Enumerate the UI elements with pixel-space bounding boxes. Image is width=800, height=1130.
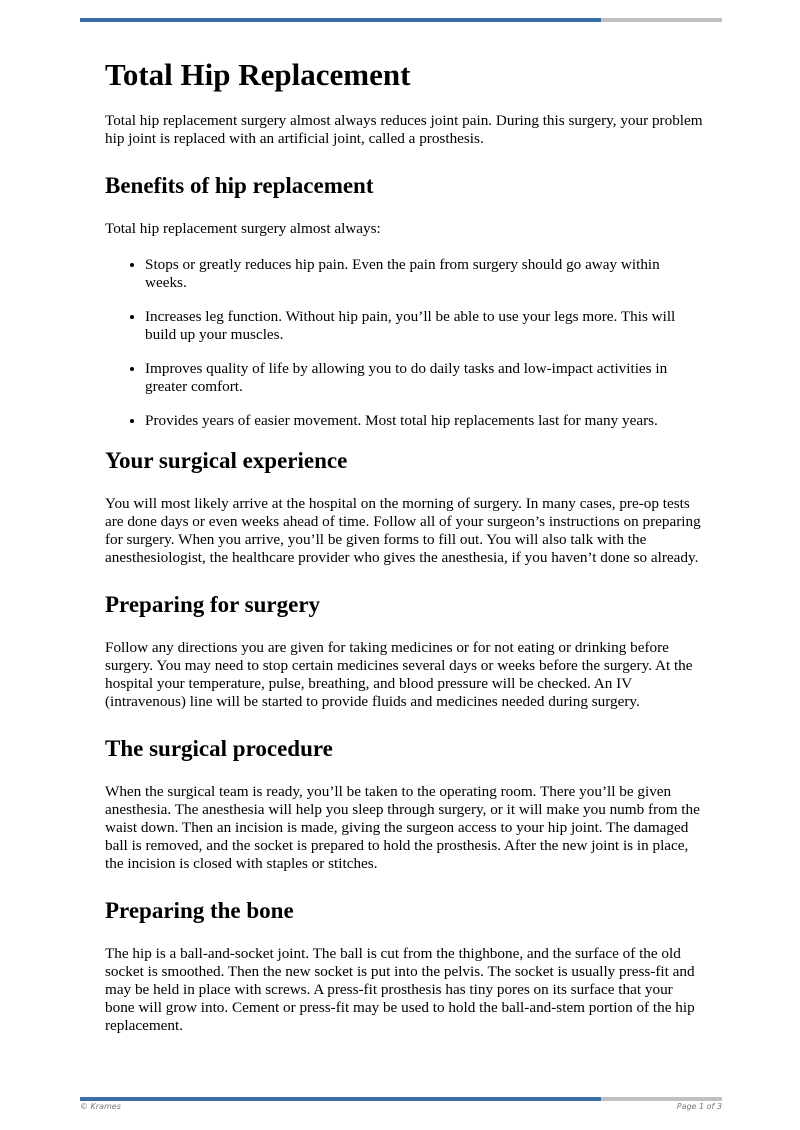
- page-title: Total Hip Replacement: [105, 57, 411, 92]
- section-heading-preparing-the-bone: Preparing the bone: [105, 898, 294, 923]
- top-rule-grey: [601, 18, 722, 22]
- bottom-rule: [80, 1097, 722, 1101]
- list-item: • Improves quality of life by allowing you to do daily tasks and low-impact activities in greater comfort.: [145, 360, 705, 396]
- benefits-list: [105, 256, 705, 430]
- list-item: • Increases leg function. Without hip pain, you’ll be able to use your legs more. This will build up your muscles.: [145, 308, 705, 344]
- document-body: [105, 56, 705, 1059]
- section-heading-surgical-experience: Your surgical experience: [105, 448, 348, 473]
- intro-paragraph: Total hip replacement surgery almost always reduces joint pain. During this surgery, your problem hip joint is replaced with an artificial joint, called a prosthesis.: [105, 112, 703, 147]
- footer-copyright: © Krames: [80, 1102, 121, 1111]
- section-heading-surgical-procedure: The surgical procedure: [105, 736, 333, 761]
- list-item: • Stops or greatly reduces hip pain. Even the pain from surgery should go away within weeks.: [145, 256, 705, 292]
- section-paragraph-preparing-for-surgery: Follow any directions you are given for taking medicines or for not eating or drinking before surgery. You may need to stop certain medicines several days or weeks before the surgery. At the hospital your temperature, pulse, breathing, and blood pressure will be checked. An IV (intravenous) line will be started to provide fluids and medicines needed during surgery.: [105, 639, 693, 710]
- bottom-rule-grey: [601, 1097, 722, 1101]
- bottom-rule-accent: [80, 1097, 601, 1101]
- top-rule: [80, 18, 722, 22]
- section-paragraph-surgical-procedure: When the surgical team is ready, you’ll be taken to the operating room. There you’ll be given anesthesia. The anesthesia will help you sleep through surgery, or it will make you numb from the waist down. Then an incision is made, giving the surgeon access to your hip joint. The damaged ball is removed, and the socket is prepared to hold the prosthesis. After the new joint is in place, the incision is closed with staples or stitches.: [105, 783, 700, 872]
- benefits-lead: Total hip replacement surgery almost always:: [105, 220, 381, 237]
- section-heading-benefits: Benefits of hip replacement: [105, 173, 374, 198]
- top-rule-accent: [80, 18, 601, 22]
- list-item: • Provides years of easier movement. Most total hip replacements last for many years.: [145, 412, 705, 430]
- footer-page-number: Page 1 of 3: [676, 1102, 722, 1111]
- section-heading-preparing-for-surgery: Preparing for surgery: [105, 592, 321, 617]
- section-paragraph-surgical-experience: You will most likely arrive at the hospital on the morning of surgery. In many cases, pre-op tests are done days or even weeks ahead of time. Follow all of your surgeon’s instructions on preparing for surgery. When you arrive, you’ll be given forms to fill out. You will also talk with the anesthesiologist, the healthcare provider who gives the anesthesia, if you haven’t done so already.: [105, 495, 701, 566]
- section-paragraph-preparing-the-bone: The hip is a ball-and-socket joint. The ball is cut from the thighbone, and the surface of the old socket is smoothed. Then the new socket is put into the pelvis. The socket is usually press-fit and may be held in place with screws. A press-fit prosthesis has tiny pores on its surface that your bone will grow into. Cement or press-fit may be used to hold the ball-and-stem portion of the hip replacement.: [105, 945, 695, 1034]
